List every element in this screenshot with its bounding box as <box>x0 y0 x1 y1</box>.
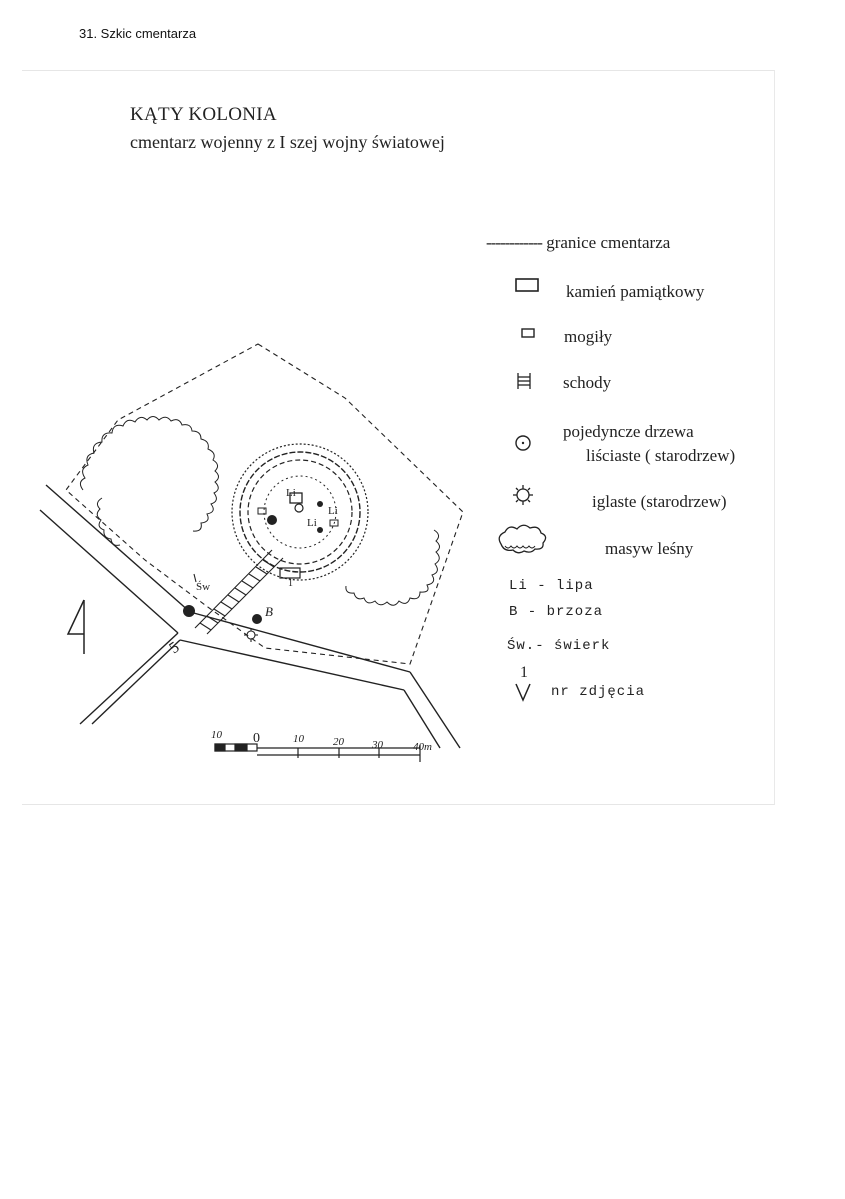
legend-forest: masyw leśny <box>605 539 694 558</box>
legend-graves: mogiły <box>564 327 613 346</box>
scale-label: 40m <box>413 741 432 753</box>
tree-marker <box>295 504 303 512</box>
boundary-dashes: ------------ <box>486 233 542 252</box>
tree-marker <box>317 527 323 533</box>
scale-bar <box>215 744 420 762</box>
spruce-marker <box>183 605 195 617</box>
scale-label: 10 <box>211 729 222 741</box>
scale-label: 30 <box>372 739 383 751</box>
scale-label: 20 <box>333 736 344 748</box>
tree-marker <box>267 515 277 525</box>
legend-abbr-b: B - brzoza <box>509 604 604 620</box>
birch-marker <box>252 614 262 624</box>
legend-deciduous-2: liściaste ( starodrzew) <box>586 446 736 465</box>
roads <box>40 485 460 748</box>
legend-coniferous: iglaste (starodrzew) <box>592 492 727 511</box>
tree-marker <box>317 501 323 507</box>
tree-label-li: Li <box>328 505 338 517</box>
legend-boundary-label: granice cmentarza <box>546 233 671 252</box>
legend-abbr-li: Li - lipa <box>509 578 594 594</box>
grave <box>258 508 266 514</box>
north-arrow-icon <box>68 600 84 654</box>
scale-label: 10 <box>293 733 304 745</box>
tree-label-sw: Św <box>196 581 211 593</box>
page-header: 31. Szkic cmentarza <box>79 26 197 41</box>
legend-photo-number: 1 <box>520 664 528 681</box>
tree-label-b: B <box>265 604 273 619</box>
legend-memorial-stone: kamień pamiątkowy <box>566 282 705 301</box>
tree-label-li: Li <box>307 517 317 529</box>
legend-abbr-sw: Św.- świerk <box>507 638 611 654</box>
scale-label: 0 <box>253 731 260 746</box>
forest-edge <box>80 417 439 606</box>
photo-location-arrow <box>194 574 196 582</box>
legend-stairs: schody <box>563 373 612 392</box>
map-title: KĄTY KOLONIA <box>130 104 277 125</box>
photo-ref-number: 1 <box>288 578 293 589</box>
legend-deciduous-1: pojedyncze drzewa <box>563 422 694 441</box>
gate <box>280 568 300 578</box>
road-number: 5 <box>166 638 183 658</box>
tree-label-li: Li <box>286 487 296 499</box>
map-subtitle: cmentarz wojenny z I szej wojny światowej <box>130 132 445 152</box>
legend-photo: nr zdjęcia <box>551 684 646 700</box>
